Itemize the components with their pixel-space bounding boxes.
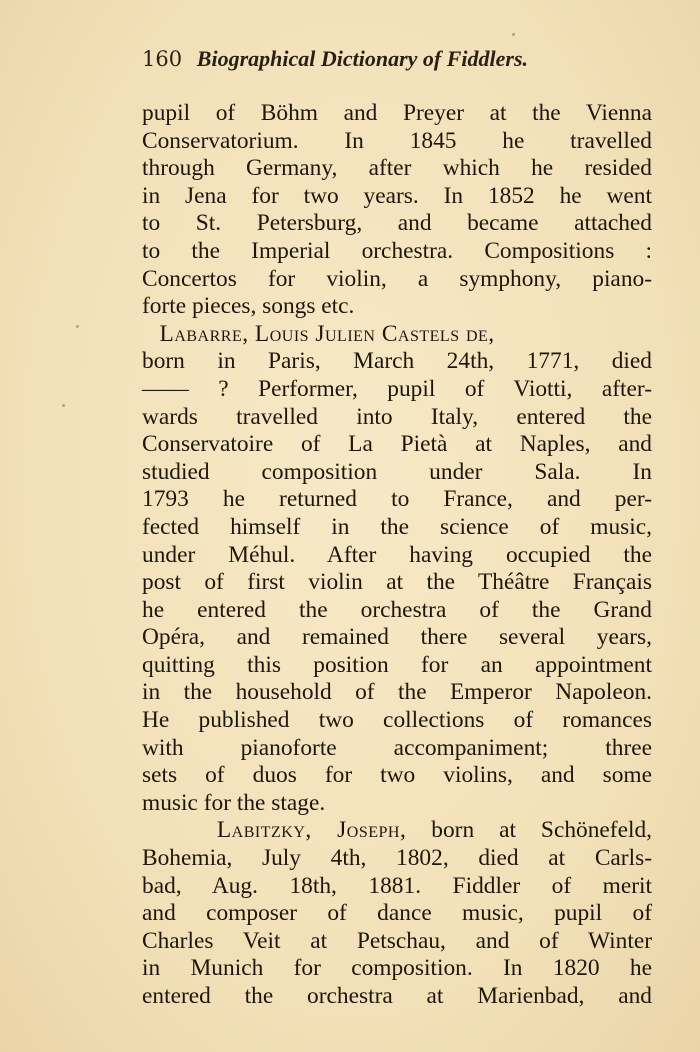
paper-speck [62,404,65,407]
running-title: Biographical Dictionary of Fiddlers. [196,46,529,71]
text-line: post of first violin at the Théâtre Français [142,569,652,596]
text-line: entered the orchestra at Marienbad, and [142,983,652,1009]
text-line: pupil of Böhm and Preyer at the Vienna [142,100,652,126]
paper-speck [76,325,79,328]
text-line: under Méhul. After having occupied the [142,541,652,568]
text-line: studied composition under Sala. In [142,458,652,485]
text-line: with pianoforte accompaniment; three [142,734,652,761]
text-line: Bohemia, July 4th, 1802, died at Carls- [142,845,652,872]
text-line: in the household of the Emperor Napoleon. [142,679,652,706]
text-line: fected himself in the science of music, [142,513,652,540]
text-line: through Germany, after which he resided [142,155,652,182]
text-line: forte pieces, songs etc. [142,293,355,320]
text-line: wards travelled into Italy, entered the [142,403,652,430]
entry-rest-labitzky: born at Schönefeld, [406,817,653,844]
entry-name-labarre: Labarre, Louis Julien Castels de, [159,320,495,347]
text-line: sets of duos for two violins, and some [142,762,652,789]
text-line: He published two collections of romances [142,707,652,734]
page-number: 160 [142,47,183,71]
page-header [142,46,662,72]
text-line: 1793 he returned to France, and per- [142,486,652,513]
text-line: quitting this position for an appointment [142,651,652,678]
text-line: —— ? Performer, pupil of Viotti, after- [142,375,652,402]
text-line: to St. Petersburg, and became attached [142,210,652,237]
text-line: Charles Veit at Petschau, and of Winter [142,927,652,954]
text-line: music for the stage. [142,789,326,816]
text-line: he entered the orchestra of the Grand [142,596,652,623]
entry-heading-labarre [142,321,652,349]
text-line: in Jena for two years. In 1852 he went [142,182,652,209]
text-line: born in Paris, March 24th, 1771, died [142,348,652,375]
entry-name-labitzky: Labitzky, Joseph, [216,817,407,844]
entry-heading-labitzky [142,817,652,845]
paper-speck [512,33,515,36]
text-line: Opéra, and remained there several years, [142,624,652,651]
text-line: bad, Aug. 18th, 1881. Fiddler of merit [142,872,652,899]
text-line: Conservatoire of La Pietà at Naples, and [142,431,652,458]
body-text [142,100,652,1011]
text-line: Conservatorium. In 1845 he travelled [142,127,652,154]
text-line: and composer of dance music, pupil of [142,900,652,927]
text-line: Concertos for violin, a symphony, piano- [142,265,652,292]
text-line: to the Imperial orchestra. Compositions : [142,237,652,264]
text-line: in Munich for composition. In 1820 he [142,955,652,982]
